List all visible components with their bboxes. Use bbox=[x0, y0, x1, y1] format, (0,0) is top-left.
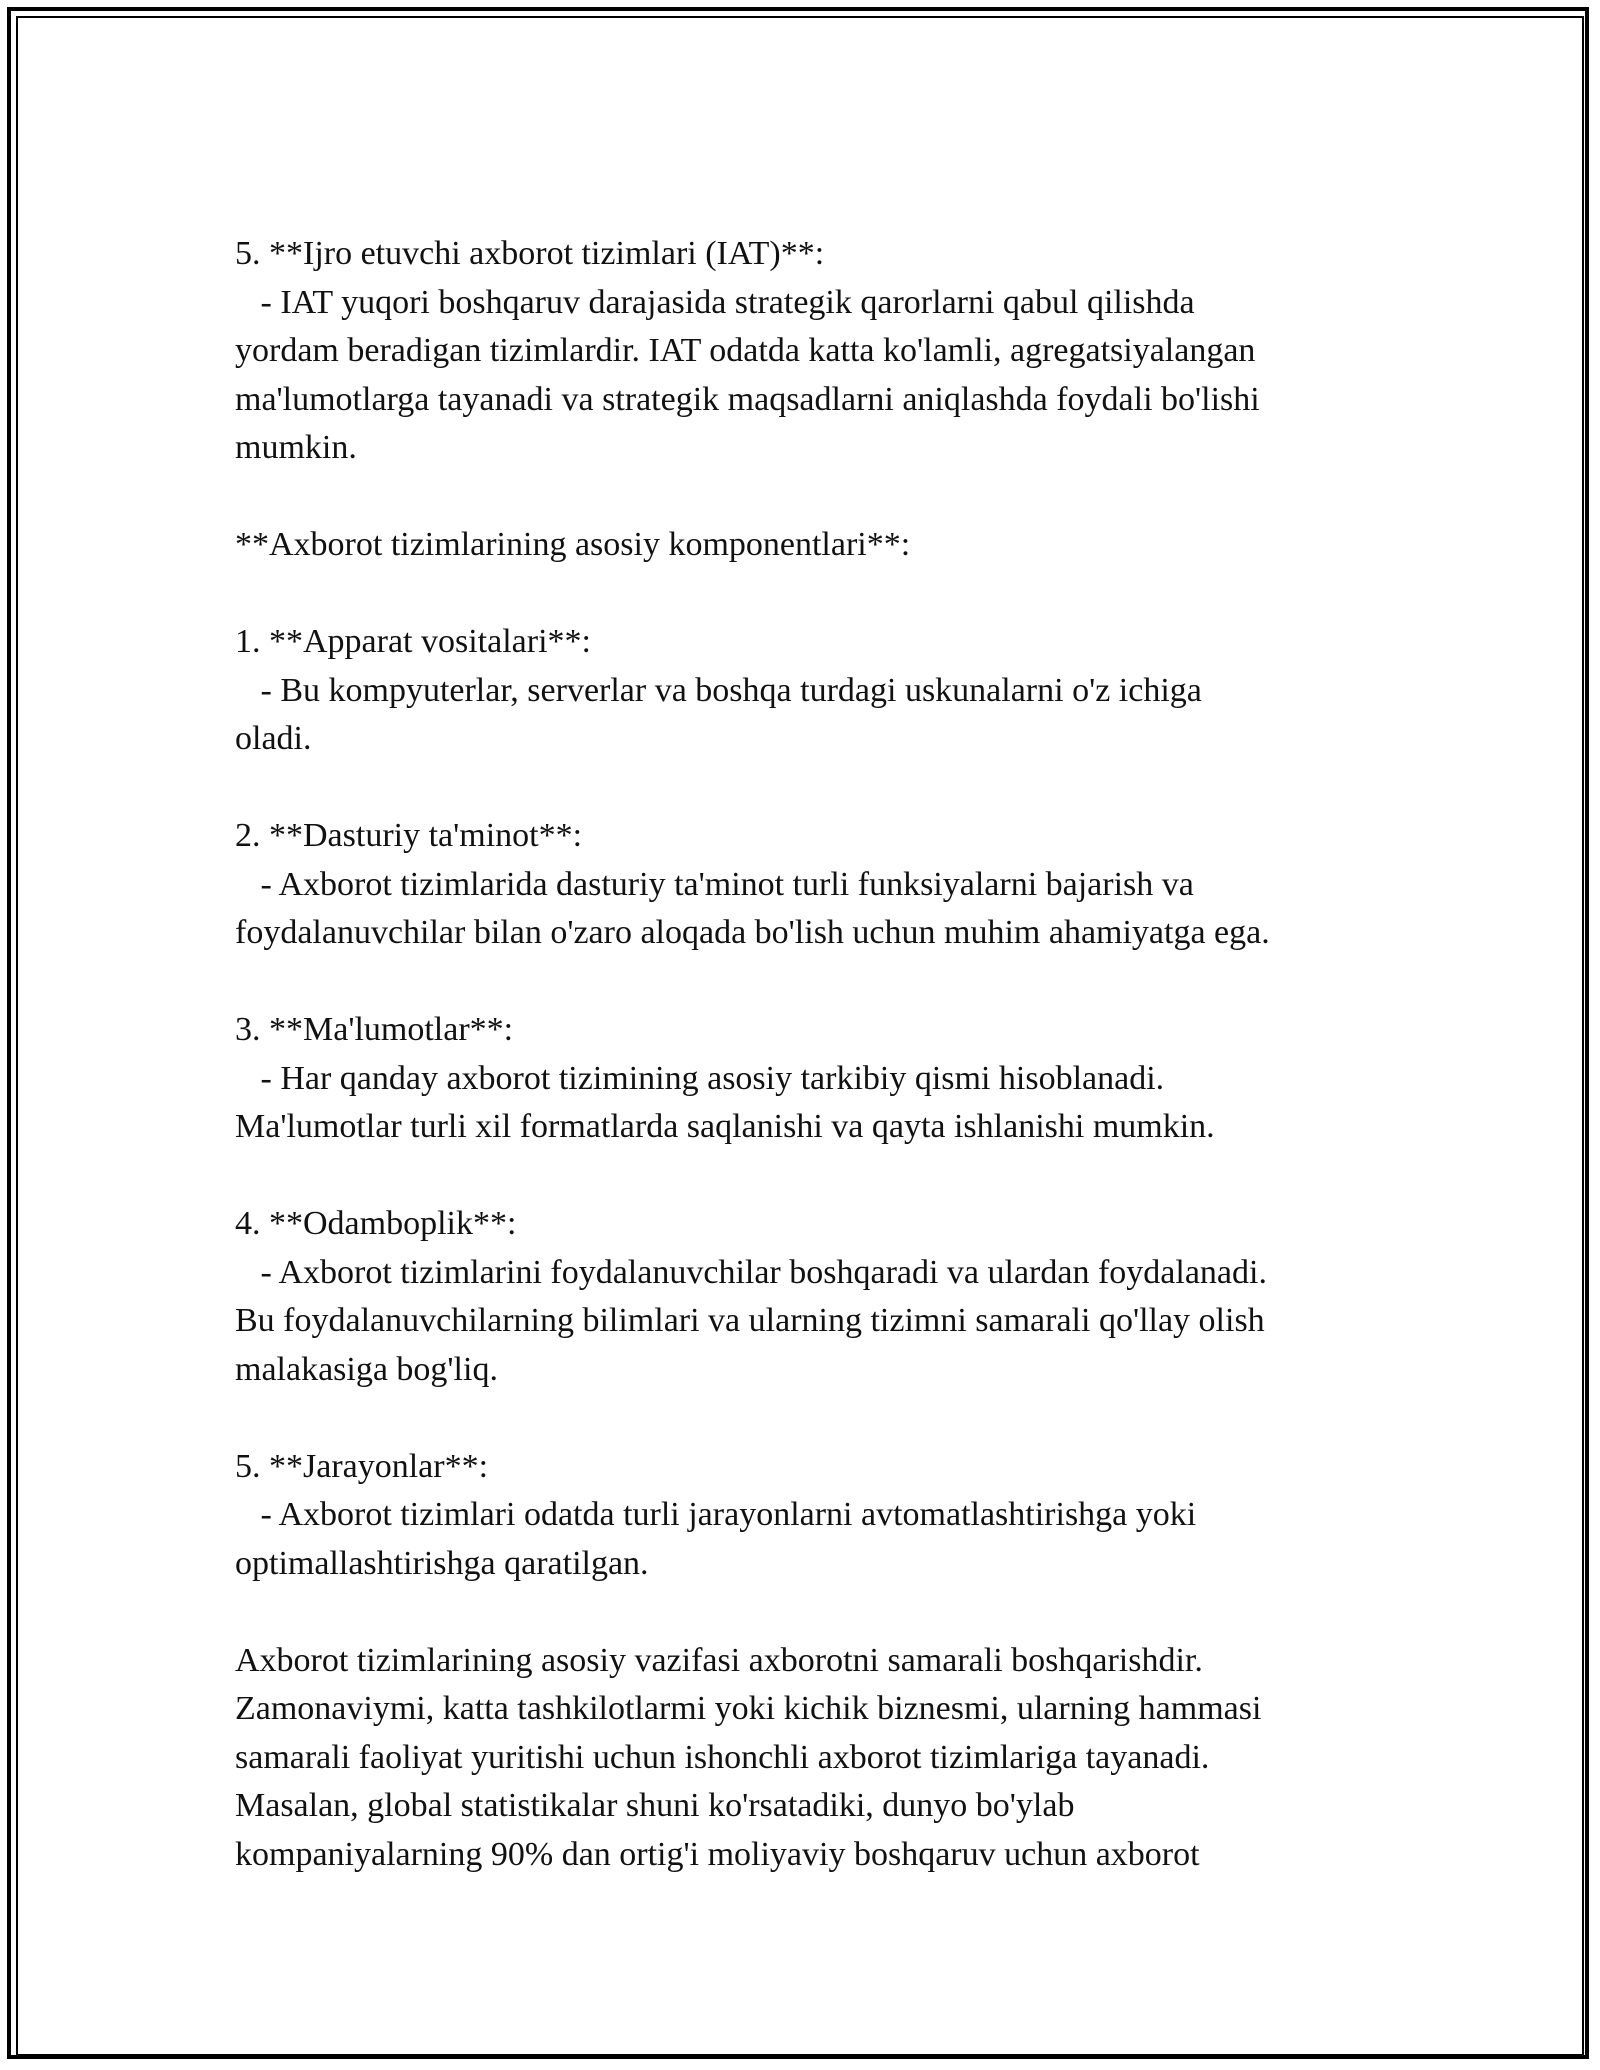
text-line: **Axborot tizimlarining asosiy komponentlari**: bbox=[235, 526, 911, 563]
text-line: 4. **Odamboplik**: bbox=[235, 1205, 517, 1242]
text-line: mumkin. bbox=[235, 429, 357, 466]
text-line: Axborot tizimlarining asosiy vazifasi axborotni samarali boshqarishdir. bbox=[235, 1641, 1203, 1679]
text-line: Zamonaviymi, katta tashkilotlarmi yoki kichik biznesmi, ularning hammasi bbox=[235, 1690, 1262, 1727]
paragraph-hardware bbox=[235, 618, 1365, 764]
text-line: - Har qanday axborot tizimining asosiy tarkibiy qismi hisoblanadi. bbox=[235, 1059, 1165, 1097]
text-line: kompaniyalarning 90% dan ortig'i moliyaviy boshqaruv uchun axborot bbox=[235, 1835, 1200, 1873]
text-line: optimallashtirishga qaratilgan. bbox=[235, 1544, 649, 1582]
text-line: - Axborot tizimlarini foydalanuvchilar boshqaradi va ulardan foydalanadi. bbox=[235, 1253, 1267, 1291]
text-line: Masalan, global statistikalar shuni ko'rsatadiki, dunyo bo'ylab bbox=[235, 1787, 1075, 1824]
paragraph-data bbox=[235, 1006, 1365, 1152]
text-line: 3. **Ma'lumotlar**: bbox=[235, 1011, 514, 1048]
text-line: malakasiga bog'liq. bbox=[235, 1350, 498, 1388]
text-line: 5. **Ijro etuvchi axborot tizimlari (IAT)**: bbox=[235, 235, 825, 272]
text-line: oladi. bbox=[235, 720, 312, 757]
text-line: 2. **Dasturiy ta'minot**: bbox=[235, 817, 583, 854]
text-line: - IAT yuqori boshqaruv darajasida strategik qarorlarni qabul qilishda bbox=[235, 283, 1195, 321]
text-line: 5. **Jarayonlar**: bbox=[235, 1447, 489, 1485]
section-heading-components bbox=[235, 521, 1365, 570]
document-body bbox=[235, 230, 1365, 1928]
text-line: samarali faoliyat yuritishi uchun ishonchli axborot tizimlariga tayanadi. bbox=[235, 1738, 1210, 1776]
paragraph-summary bbox=[235, 1637, 1365, 1880]
text-line: yordam beradigan tizimlardir. IAT odatda katta ko'lamli, agregatsiyalangan bbox=[235, 332, 1256, 369]
text-line: ma'lumotlarga tayanadi va strategik maqsadlarni aniqlashda foydali bo'lishi bbox=[235, 380, 1260, 418]
paragraph-software bbox=[235, 812, 1365, 958]
text-line: - Axborot tizimlari odatda turli jarayonlarni avtomatlashtirishga yoki bbox=[235, 1496, 1197, 1533]
paragraph-iat bbox=[235, 230, 1365, 473]
text-line: - Axborot tizimlarida dasturiy ta'minot turli funksiyalarni bajarish va bbox=[235, 865, 1194, 903]
text-line: Ma'lumotlar turli xil formatlarda saqlanishi va qayta ishlanishi mumkin. bbox=[235, 1108, 1215, 1145]
text-line: Bu foydalanuvchilarning bilimlari va ularning tizimni samarali qo'llay olish bbox=[235, 1302, 1265, 1339]
text-line: - Bu kompyuterlar, serverlar va boshqa turdagi uskunalarni o'z ichiga bbox=[235, 671, 1202, 709]
text-line: foydalanuvchilar bilan o'zaro aloqada bo'lish uchun muhim ahamiyatga ega. bbox=[235, 914, 1270, 951]
text-line: 1. **Apparat vositalari**: bbox=[235, 623, 591, 660]
paragraph-processes bbox=[235, 1443, 1365, 1589]
paragraph-people bbox=[235, 1200, 1365, 1394]
